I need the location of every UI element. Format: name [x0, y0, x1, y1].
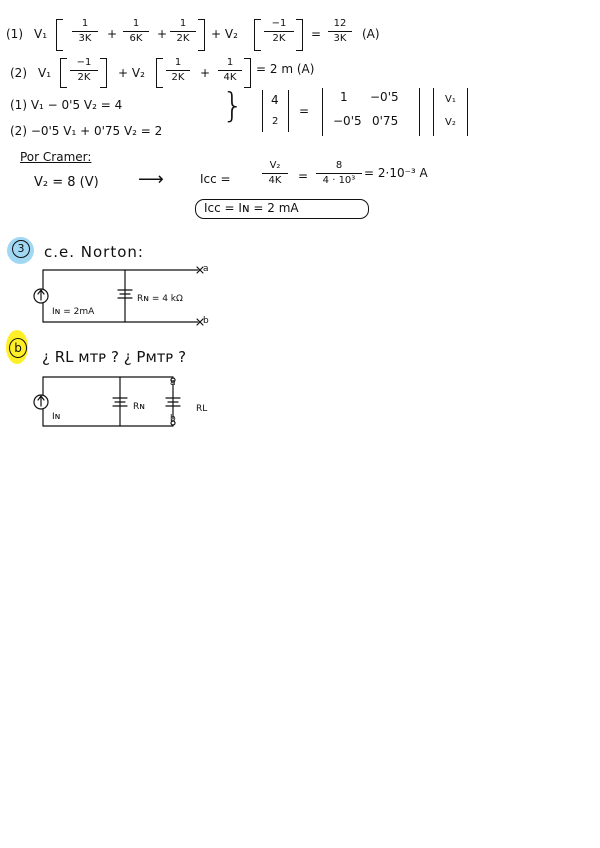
max-rl-label: RL [196, 404, 208, 414]
system-line-1: (1) V₁ − 0'5 V₂ = 4 [10, 98, 123, 112]
vector-a: 4 [271, 93, 279, 107]
max-node-a: a [170, 378, 176, 388]
unknown-v1: V₁ [445, 94, 456, 105]
cramer-title: Por Cramer: [20, 150, 92, 164]
eq1-result: 12 3K [328, 18, 352, 45]
system-equals: = [299, 104, 310, 118]
node-a-dot-icon [171, 378, 175, 382]
eq1-v1: V₁ [34, 27, 48, 41]
eq2-rhs: = 2 m (A) [256, 62, 315, 76]
norton-circuit [34, 267, 203, 325]
eq2-frac-2: 1 2K [166, 57, 190, 84]
sectionb-question: ¿ RL ᴍᴛᴘ ? ¿ Pᴍᴛᴘ ? [42, 348, 187, 366]
icc-equals: = [298, 169, 309, 183]
arrow-icon: ⟶ [138, 169, 164, 190]
cramer-v2: V₂ = 8 (V) [34, 175, 99, 190]
norton-in-label: Iɴ = 2mA [52, 307, 95, 317]
eq1-equals: = [311, 27, 322, 41]
eq1-plus-2: + [157, 27, 168, 41]
eq1-plus-1: + [107, 27, 118, 41]
icc-label: Iᴄᴄ = [200, 172, 231, 186]
eq1-frac-3: 1 2K [170, 18, 196, 45]
eq2-frac-1: −1 2K [70, 57, 98, 84]
eq1-plus-v2: + V₂ [211, 27, 238, 41]
eq2-plus-v2: + V₂ [118, 66, 145, 80]
sectionb-badge: b [9, 338, 27, 358]
eq2-frac-3: 1 4K [218, 57, 242, 84]
icc-result: = 2·10⁻³ A [364, 166, 428, 180]
eq2-plus: + [200, 66, 211, 80]
max-node-b: b [170, 414, 176, 424]
section3-title: c.e. Norton: [44, 243, 144, 261]
eq1-number: (1) [6, 27, 23, 41]
icc-fraction-b: 8 4 · 10³ [316, 160, 362, 187]
max-rn-label: Rɴ [133, 402, 145, 412]
eq2-v1: V₁ [38, 66, 52, 80]
matrix-m12: −0'5 [370, 90, 399, 104]
icc-fraction-a: V₂ 4K [262, 160, 288, 187]
matrix-m22: 0'75 [372, 114, 399, 128]
eq2-number: (2) [10, 66, 27, 80]
eq1-frac-1: 1 3K [72, 18, 98, 45]
system-brace: } [222, 86, 244, 126]
eq1-frac-2: 1 6K [123, 18, 149, 45]
node-b-dot-icon [171, 421, 175, 425]
matrix-m11: 1 [340, 90, 348, 104]
max-in-label: Iɴ [52, 412, 61, 422]
eq1-unit: (A) [362, 27, 380, 41]
norton-node-a: a [203, 264, 209, 274]
max-transfer-circuit [34, 377, 180, 426]
norton-rn-label: Rɴ = 4 kΩ [137, 294, 183, 304]
eq1-frac-4: −1 2K [264, 18, 294, 45]
vector-b: 2 [272, 116, 279, 127]
matrix-m21: −0'5 [333, 114, 362, 128]
result-boxed-text: Iᴄᴄ = Iɴ = 2 mA [204, 201, 299, 215]
unknown-v2: V₂ [445, 117, 456, 128]
section3-badge: 3 [12, 240, 30, 258]
system-line-2: (2) −0'5 V₁ + 0'75 V₂ = 2 [10, 124, 163, 138]
norton-node-b: b [203, 316, 209, 326]
